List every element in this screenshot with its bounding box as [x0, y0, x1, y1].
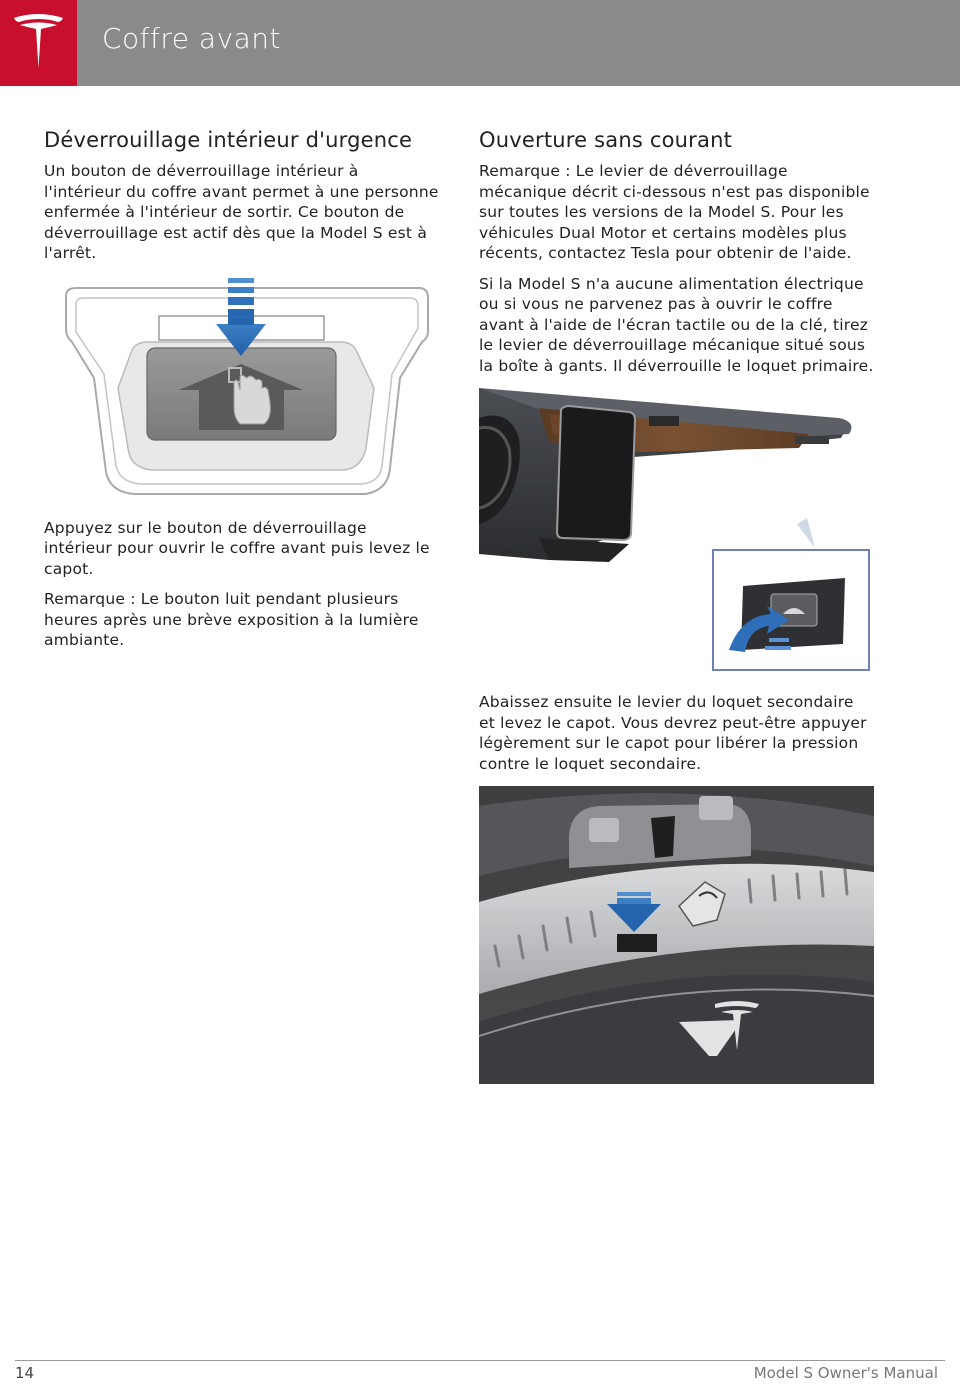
no-power-note: Remarque : Le levier de déverrouillage mécanique décrit ci-dessous n'est pas disponible sur toutes les versions de la Model S. Pour les véhicules Dual Motor et certains modèles plus récents, contactez Tesla pour obtenir de l'aide.: [479, 162, 870, 262]
section-title: Coffre avant: [102, 22, 282, 55]
page-number: 14: [15, 1364, 35, 1382]
dashboard-release-lever-illustration: [479, 388, 874, 674]
manual-name: Model S Owner's Manual: [753, 1364, 938, 1382]
left-column: [44, 128, 439, 661]
tesla-logo: [0, 0, 77, 86]
interior-release-heading: Déverrouillage intérieur d'urgence: [44, 128, 413, 152]
secondary-latch-instructions: Abaissez ensuite le levier du loquet secondaire et levez le capot. Vous devrez peut-être appuyer légèrement sur le capot pour libérer la pression contre le loquet secondaire.: [479, 693, 867, 773]
secondary-latch-illustration: [479, 786, 874, 1084]
interior-release-note: Remarque : Le bouton luit pendant plusieurs heures après une brève exposition à la lumière ambiante.: [44, 590, 419, 649]
interior-release-intro: Un bouton de déverrouillage intérieur à l'intérieur du coffre avant permet à une personne enfermée à l'intérieur de sortir. Ce bouton de déverrouillage est actif dès que la Model S est à l'arrêt.: [44, 162, 439, 262]
no-power-instructions: Si la Model S n'a aucune alimentation électrique ou si vous ne parvenez pas à ouvrir le coffre avant à l'aide de l'écran tactile ou de la clé, tirez le levier de déverrouillage mécanique situé sous la boîte à gants. Il déverrouille le loquet primaire.: [479, 274, 874, 375]
no-power-heading: Ouverture sans courant: [479, 128, 733, 152]
tesla-logo-icon: [12, 12, 65, 72]
right-column: [479, 128, 874, 1100]
footer-divider: [15, 1360, 945, 1361]
interior-release-button-illustration: [44, 278, 439, 500]
interior-release-step: Appuyez sur le bouton de déverrouillage intérieur pour ouvrir le coffre avant puis levez le capot.: [44, 518, 430, 578]
